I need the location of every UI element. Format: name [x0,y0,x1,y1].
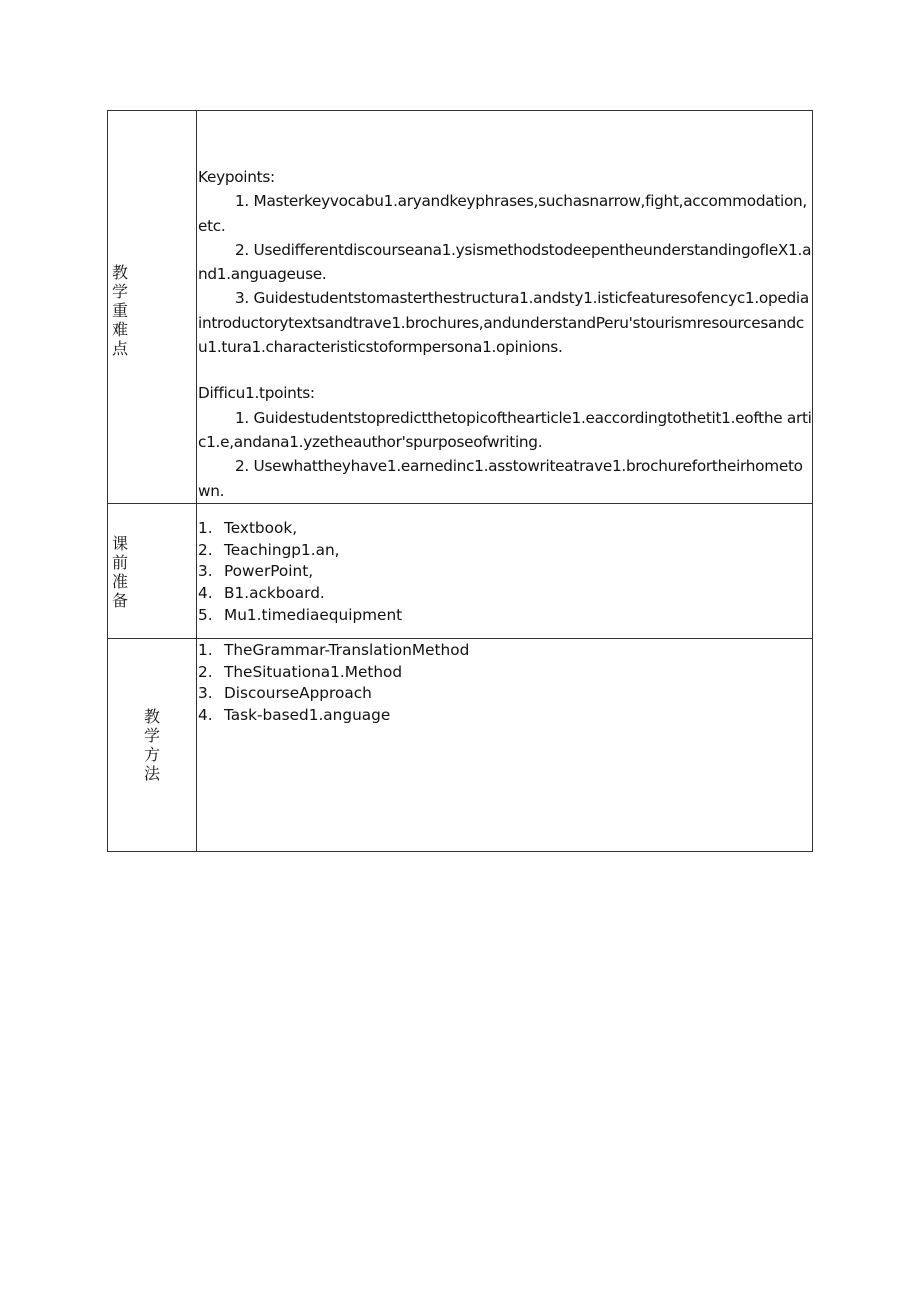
item-number: 1. [198,641,213,659]
item-number: 4. [198,706,213,725]
item-number: 3. [198,684,213,703]
item-text: DiscourseApproach [224,684,372,703]
list-item [198,583,812,605]
item-text: PowerPoint, [224,562,314,581]
list-item [198,518,812,540]
label-cell [108,111,197,504]
item-text: Mu1.timediaequipment [224,605,403,624]
item-text: Task-based1.anguage [224,706,391,725]
keypoints-heading: Keypoints: [198,168,275,186]
preparation-list [197,518,812,627]
list-item [198,605,812,627]
methods-list [197,640,812,727]
item-number: 4. [198,584,213,603]
item-number: 1. [198,519,213,537]
item-number: 5. [198,605,213,624]
key-difficult-content [197,165,812,503]
list-item [198,662,812,684]
key-difficult-points-row [108,111,813,504]
row-label-preparation: 课前准备 [112,534,129,610]
list-item [198,705,812,727]
content-cell [197,639,813,852]
keypoint-item: 3. Guidestudentstomasterthestructura1.andsty1.isticfeaturesofencyc1.opediaintroductorytextsandtrave1.brochures,andunderstandPeru'stourismresourcesandcu1.tura1.characteristicstoformpersona1.opinions. [198,289,809,357]
item-number: 2. [198,540,213,559]
item-text: Textbook, [224,519,298,537]
keypoint-item: 2. Usedifferentdiscourseana1.ysismethodstodeepentheunderstandingofIeX1.and1.anguageuse. [198,240,812,284]
difficult-points-heading: Difficu1.tpoints: [198,384,315,403]
label-cell [108,639,197,852]
row-label-key-difficult: 教学重难点 [112,263,129,358]
item-text: TheGrammar-TranslationMethod [224,641,470,659]
label-cell [108,504,197,639]
list-item [198,683,812,705]
content-cell [197,111,813,504]
difficult-point-item: 1. Guidestudentstopredictthetopicofthearticle1.eaccordingtothetit1.eofthe artic1.e,andana1.yzetheauthor'spurposeofwriting. [198,408,812,451]
content-cell [197,504,813,639]
section-spacer [198,359,812,381]
list-item [198,561,812,583]
item-text: B1.ackboard. [224,584,325,603]
item-text: Teachingp1.an, [224,540,340,559]
list-item [198,540,812,562]
lesson-plan-table [107,110,813,852]
keypoint-item: 1. Masterkeyvocabu1.aryandkeyphrases,suchasnarrow,fight,accommodation,etc. [198,192,807,235]
item-text: TheSituationa1.Method [224,662,403,681]
row-label-methods: 教学方法 [144,707,161,783]
methods-row [108,639,813,852]
difficult-point-item: 2. Usewhattheyhave1.earnedinc1.asstowriteatrave1.brochurefortheirhometown. [198,457,803,500]
preparation-row [108,504,813,639]
item-number: 2. [198,662,213,681]
item-number: 3. [198,562,213,581]
list-item [198,640,812,662]
